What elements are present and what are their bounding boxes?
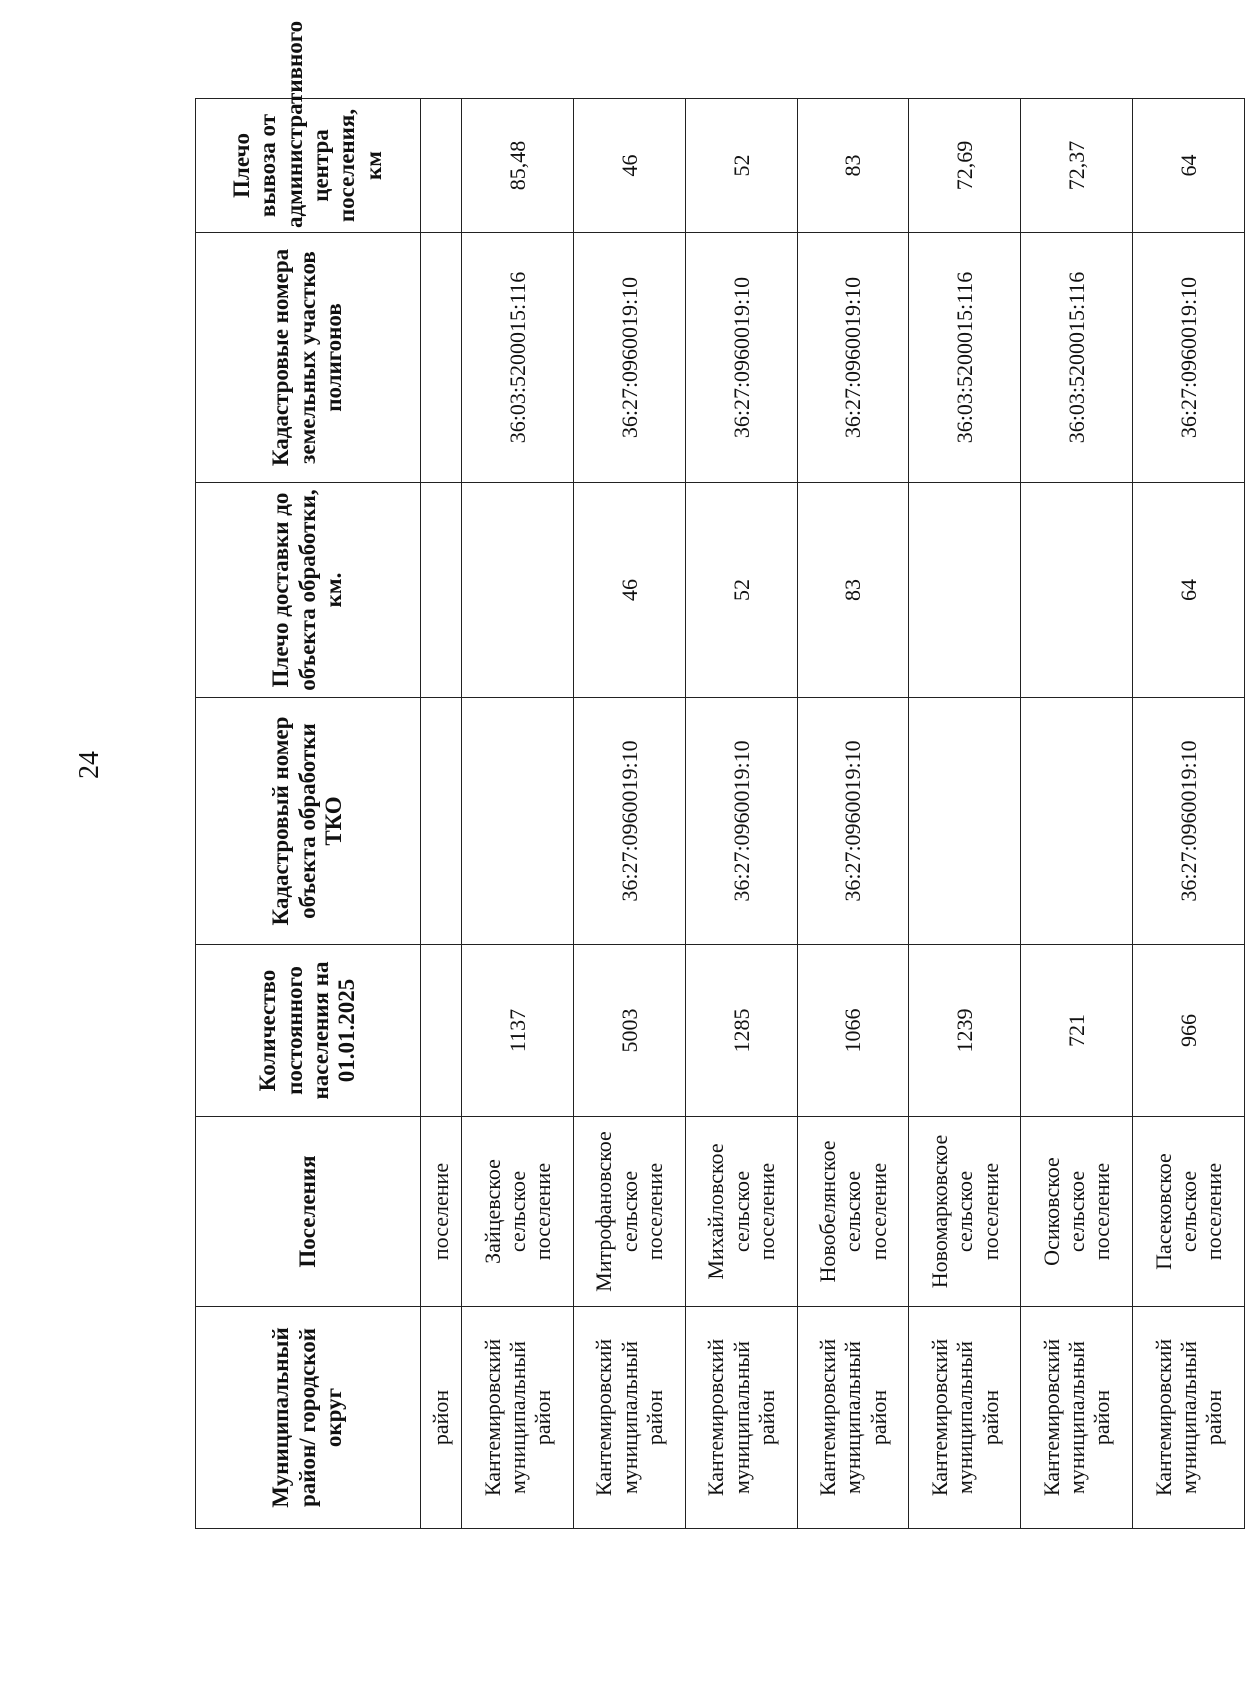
cell-processing-cadastral: 36:27:0960019:10 [797,698,909,945]
cell-haul-distance: 83 [797,99,909,233]
cell-haul-distance: 52 [685,99,797,233]
cell-settlement: Осиковское сельское поселение [1021,1117,1133,1307]
cell-settlement: Новобелянское сельское поселение [797,1117,909,1307]
cell-processing-cadastral [462,698,574,945]
cell-landfill-cadastral: 36:27:0960019:10 [573,233,685,483]
cell-delivery-distance: 83 [797,483,909,698]
cell-population: 966 [1133,945,1245,1117]
table-cell [421,945,462,1117]
cell-district: Кантемировский муниципальный район [685,1307,797,1529]
cell-haul-distance: 46 [573,99,685,233]
cell-population: 5003 [573,945,685,1117]
settlements-table [195,20,1245,1529]
cell-district: Кантемировский муниципальный район [797,1307,909,1529]
cell-delivery-distance [462,483,574,698]
cell-population: 1239 [909,945,1021,1117]
cell-landfill-cadastral: 36:03:5200015:116 [462,233,574,483]
cell-population: 721 [1021,945,1133,1117]
cell-district: Кантемировский муниципальный район [1133,1307,1245,1529]
cell-district: Кантемировский муниципальный район [909,1307,1021,1529]
table-row [462,99,574,1529]
cell-processing-cadastral [1021,698,1133,945]
cell-delivery-distance [1021,483,1133,698]
cell-haul-distance: 64 [1133,99,1245,233]
cell-delivery-distance [909,483,1021,698]
cell-processing-cadastral: 36:27:0960019:10 [1133,698,1245,945]
table-row [573,99,685,1529]
table-cell: поселение [421,1117,462,1307]
cell-landfill-cadastral: 36:27:0960019:10 [797,233,909,483]
cell-settlement: Новомарковское сельское поселение [909,1117,1021,1307]
cell-processing-cadastral: 36:27:0960019:10 [573,698,685,945]
cell-population: 1066 [797,945,909,1117]
table-row [1133,99,1245,1529]
cell-settlement: Зайцевское сельское поселение [462,1117,574,1307]
cell-landfill-cadastral: 36:03:5200015:116 [1021,233,1133,483]
header-delivery-distance: Плечо доставки до объекта обработки, км. [196,483,421,698]
cell-district: Кантемировский муниципальный район [573,1307,685,1529]
cell-delivery-distance: 64 [1133,483,1245,698]
cell-settlement: Михайловское сельское поселение [685,1117,797,1307]
header-district: Муниципальный район/ городской округ [196,1307,421,1529]
cell-processing-cadastral [909,698,1021,945]
header-row [196,99,421,1529]
cell-processing-cadastral: 36:27:0960019:10 [685,698,797,945]
header-haul-distance: Плечо вывоза от административного центра поселения, км [196,99,421,233]
table-cell [421,233,462,483]
cell-landfill-cadastral: 36:27:0960019:10 [685,233,797,483]
table-row [1021,99,1133,1529]
cell-landfill-cadastral: 36:27:0960019:10 [1133,233,1245,483]
cell-haul-distance: 72,37 [1021,99,1133,233]
header-population: Количество постоянного населения на 01.01.2025 [196,945,421,1117]
cell-haul-distance: 85,48 [462,99,574,233]
cell-settlement: Пасековское сельское поселение [1133,1117,1245,1307]
table-row [797,99,909,1529]
continuation-row [421,99,462,1529]
cell-delivery-distance: 52 [685,483,797,698]
cell-population: 1285 [685,945,797,1117]
cell-landfill-cadastral: 36:03:5200015:116 [909,233,1021,483]
cell-haul-distance: 72,69 [909,99,1021,233]
table-cell [421,698,462,945]
header-landfill-cadastral: Кадастровые номера земельных участков полигонов [196,233,421,483]
cell-district: Кантемировский муниципальный район [1021,1307,1133,1529]
table-cell [421,99,462,233]
page-number: 24 [74,751,105,779]
cell-settlement: Митрофановское сельское поселение [573,1117,685,1307]
header-settlement: Поселения [196,1117,421,1307]
table-row [909,99,1021,1529]
table-row [685,99,797,1529]
cell-district: Кантемировский муниципальный район [462,1307,574,1529]
cell-delivery-distance: 46 [573,483,685,698]
table-cell [421,483,462,698]
cell-population: 1137 [462,945,574,1117]
table-container [195,20,1245,1529]
table-cell: район [421,1307,462,1529]
header-processing-cadastral: Кадастровый номер объекта обработки ТКО [196,698,421,945]
